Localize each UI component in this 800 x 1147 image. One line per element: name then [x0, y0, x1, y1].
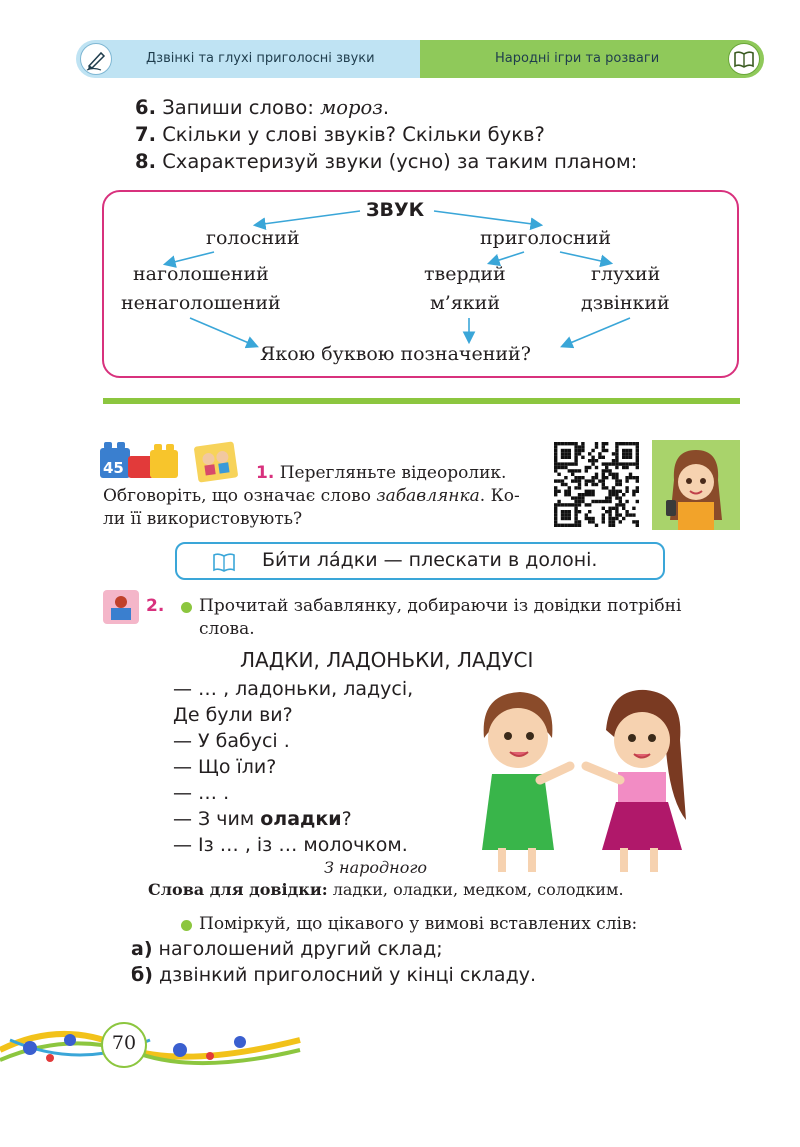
task2-line2: слова.: [199, 619, 255, 639]
scheme-unstressed: ненаголошений: [121, 292, 281, 314]
scheme-voiced: дзвінкий: [581, 292, 670, 314]
help-words: ладки, оладки, медком, солодким.: [327, 880, 624, 899]
scheme-stressed: наголошений: [133, 263, 269, 285]
task-word: мороз: [320, 96, 383, 119]
poem-line: — З чим оладки?: [173, 808, 352, 830]
task1-line2: Обговоріть, що означає слово забавлянка. Ко-: [103, 486, 520, 506]
help-words-line: [148, 880, 624, 899]
task-text: Скільки у слові звуків? Скільки букв?: [162, 123, 545, 146]
poem-author: З народного: [324, 858, 428, 877]
scheme-hard: твердий: [424, 263, 506, 285]
task-number: 7.: [135, 123, 156, 146]
task1-line1: 1. Перегляньте відеоролик.: [256, 463, 507, 483]
scheme-vowel: голосний: [206, 227, 300, 249]
scheme-consonant: приголосний: [480, 227, 612, 249]
scheme-root: ЗВУК: [366, 199, 425, 221]
reading-icon: [103, 590, 139, 624]
poem-line: — … , ладоньки, ладусі,: [173, 678, 414, 700]
item-a: а) наголошений другий склад;: [131, 938, 443, 960]
scheme-voiceless: глухий: [591, 263, 661, 285]
task-number: 8.: [135, 150, 156, 173]
header-right-title: Народні ігри та розваги: [495, 51, 660, 66]
task-text: Запиши слово:: [162, 96, 321, 119]
poem-title: ЛАДКИ, ЛАДОНЬКИ, ЛАДУСІ: [240, 648, 534, 672]
task-number: 2.: [146, 596, 165, 616]
poem-line: — Що їли?: [173, 756, 277, 778]
think-line: Поміркуй, що цікавого у вимові вставлених слів:: [199, 914, 638, 934]
task-number: 1.: [256, 463, 275, 483]
header-left-title: Дзвінкі та глухі приголосні звуки: [146, 51, 375, 66]
task-6: 6. Запиши слово: мороз.: [135, 96, 390, 119]
poem-line: — Із … , із … молочком.: [173, 834, 408, 856]
bullet-dot: [181, 920, 192, 931]
task-text: Схарактеризуй звуки (усно) за таким планом:: [162, 150, 638, 173]
task2-line1: Прочитай забавлянку, добираючи із довідки потрібні: [199, 596, 682, 616]
kids-icon: [194, 441, 239, 482]
girls-clapping-image: [470, 680, 700, 875]
task-number: 6.: [135, 96, 156, 119]
poem-line: Де були ви?: [173, 704, 293, 726]
lesson-number: 45: [103, 459, 124, 477]
page-number: 70: [111, 1032, 137, 1054]
qr-code[interactable]: [548, 440, 644, 530]
scheme-soft: м’який: [430, 292, 501, 314]
book-icon: [212, 551, 236, 577]
floral-border-decoration: [0, 1010, 310, 1080]
task1-line3: ли її використовують?: [103, 509, 303, 529]
item-b: б) дзвінкий приголосний у кінці складу.: [131, 964, 536, 986]
help-label: Слова для довідки:: [148, 880, 328, 899]
bullet-dot: [181, 602, 192, 613]
section-divider: [103, 398, 740, 404]
girl-with-phone-image: [652, 440, 740, 530]
scheme-question: Якою буквою позначений?: [260, 343, 531, 365]
poem-bold-word: оладки: [260, 808, 342, 830]
dictionary-text: Би́ти ла́дки — плескати в долоні.: [262, 549, 598, 571]
poem-line: — … .: [173, 782, 230, 804]
poem-line: — У бабусі .: [173, 730, 290, 752]
